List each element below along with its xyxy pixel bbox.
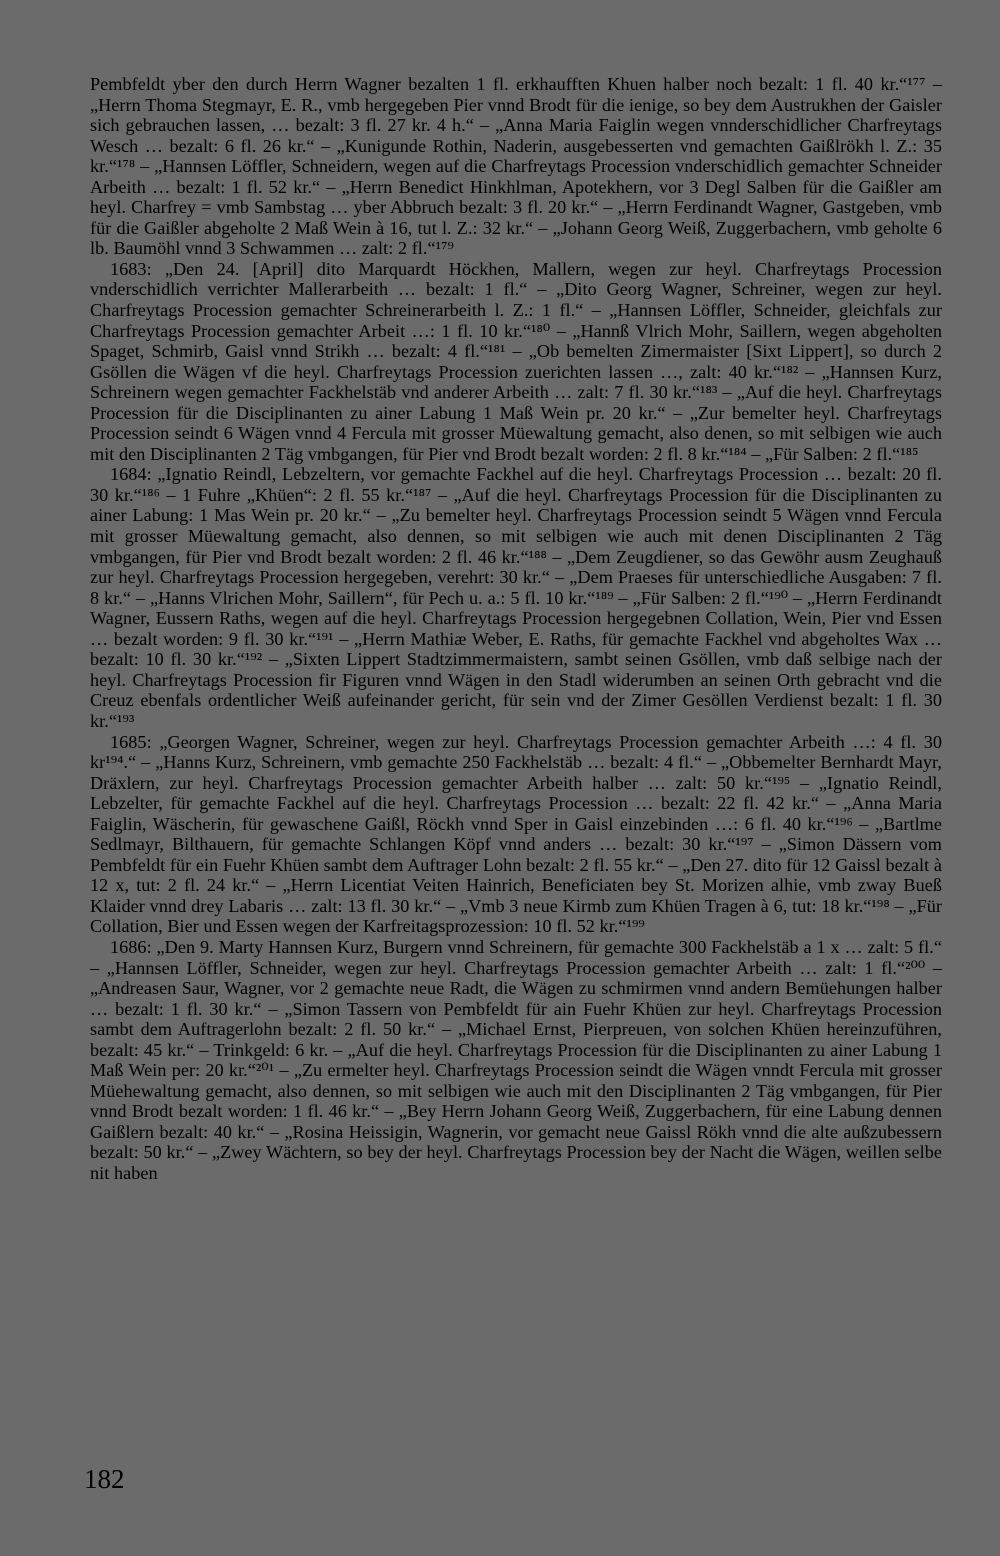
page-number: 182 [84, 1464, 125, 1494]
paragraph-1685: 1685: „Georgen Wagner, Schreiner, wegen zur heyl. Charfreytags Procession gemachter Arbeith …: 4 fl. 30 kr¹⁹⁴.“ – „Hanns Kurz, Schreinern, vmb gemachte 250 Fackhelstäb … bezalt: 4 fl.“ – „Obbemelter Bernhardt Mayr, Dräxlern, zur heyl. Charfreytags Procession gemachter Arbeith halber … zalt: 50 kr.“¹⁹⁵ – „Ignatio Reindl, Lebzelter, für gemachte Fackhel auf die heyl. Charfreytags Procession … bezalt: 22 fl. 42 kr.“ – „Anna Maria Faiglin, Wäscherin, für gewaschene Gaißl, Röckh vnnd Sper in Gaisl einzebinden …: 6 fl. 40 kr.“¹⁹⁶ – „Bartlme Sedlmayr, Bilthauern, für gemachte Schlangen Köpf vnnd anders … bezalt: 30 kr.“¹⁹⁷ – „Simon Dässern vom Pembfeldt für ein Fuehr Khüen sambt dem Auftrager Lohn bezalt: 2 fl. 55 kr.“ – „Den 27. dito für 12 Gaissl bezalt à 12 x, tut: 2 fl. 24 kr.“ – „Herrn Licentiat Veiten Hainrich, Beneficiaten bey St. Morizen alhie, vmb zway Bueß Klaider vnnd drey Labaris … zalt: 13 fl. 30 kr.“ – „Vmb 3 neue Kirmb zum Khüen Tragen à 6, tut: 18 kr.“¹⁹⁸ – „Für Collation, Bier und Essen wegen der Karfreitagsprozession: 10 fl. 52 kr.“¹⁹⁹ [90, 731, 942, 937]
document-body [90, 74, 942, 1184]
paragraph-continuation: Pembfeldt yber den durch Herrn Wagner bezalten 1 fl. erkhaufften Khuen halber noch bezalt: 1 fl. 40 kr.“¹⁷⁷ – „Herrn Thoma Stegmayr, E. R., vmb hergegeben Pier vnnd Brodt für die ienige, so bey dem Austrukhen der Gaisler sich gebrauchen lassen, … bezalt: 3 fl. 27 kr. 4 h.“ – „Anna Maria Faiglin wegen vnnderschidlicher Charfreytags Wesch … bezalt: 6 fl. 26 kr.“ – „Kunigunde Rothin, Naderin, ausgebesserten vnd gemachten Gaißlrökh l. Z.: 35 kr.“¹⁷⁸ – „Hannsen Löffler, Schneidern, wegen auf die Charfreytags Procession vnderschidlich gemachter Schneider Arbeith … bezalt: 1 fl. 52 kr.“ – „Herrn Benedict Hinkhlman, Apotekhern, vor 3 Degl Salben für die Gaißler am heyl. Charfrey = vmb Sambstag … yber Abbruch bezalt: 3 fl. 20 kr.“ – „Herrn Ferdinandt Wagner, Gastgeben, vmb für die Gaißler abgeholte 2 Maß Wein à 16, tut l. Z.: 32 kr.“ – „Johann Georg Weiß, Zuggerbachern, vmb geholte 6 lb. Baumöhl vnnd 3 Schwammen … zalt: 2 fl.“¹⁷⁹ [90, 74, 942, 259]
paragraph-1684: 1684: „Ignatio Reindl, Lebzeltern, vor gemachte Fackhel auf die heyl. Charfreytags Procession … bezalt: 20 fl. 30 kr.“¹⁸⁶ – 1 Fuhre „Khüen“: 2 fl. 55 kr.“¹⁸⁷ – „Auf die heyl. Charfreytags Procession für die Disciplinanten zu ainer Labung: 1 Mas Wein pr. 20 kr.“ – „Zu bemelter heyl. Charfreytags Procession seindt 5 Wägen vnnd Fercula mit grosser Müewaltung gemacht, also dennen, so mit selbigen wie auch mit denen Disciplinanten 2 Täg vmbgangen, für Pier vnd Brodt bezalt worden: 2 fl. 46 kr.“¹⁸⁸ – „Dem Zeugdiener, so das Gewöhr ausm Zeughauß zur heyl. Charfreytags Procession hergegeben, verehrt: 30 kr.“ – „Dem Praeses für unterschiedliche Ausgaben: 7 fl. 8 kr.“ – „Hanns Vlrichen Mohr, Saillern“, für Pech u. a.: 5 fl. 10 kr.“¹⁸⁹ – „Für Salben: 2 fl.“¹⁹⁰ – „Herrn Ferdinandt Wagner, Eussern Raths, wegen auf die heyl. Charfreytags Procession hergegebnen Collation, Wein, Pier vnd Essen … bezalt worden: 9 fl. 30 kr.“¹⁹¹ – „Herrn Mathiæ Weber, E. Raths, für gemachte Fackhel vnd abgeholtes Wax … bezalt: 10 fl. 30 kr.“¹⁹² – „Sixten Lippert Stadtzimmermaistern, sambt seinen Gsöllen, vmb daß selbige nach der heyl. Charfreytags Procession fir Figuren vnnd Wägen in den Stadl widerumben an seinen Orth gebracht vnd die Creuz ebenfals ordentlicher Weiß aufeinander gericht, für sein vnd der Zimer Gesöllen Verdienst bezalt: 1 fl. 30 kr.“¹⁹³ [90, 464, 942, 731]
paragraph-1683: 1683: „Den 24. [April] dito Marquardt Höckhen, Mallern, wegen zur heyl. Charfreytags Procession vnderschidlich verrichter Mallerarbeith … bezalt: 1 fl.“ – „Dito Georg Wagner, Schreiner, wegen zur heyl. Charfreytags Procession gemachter Schreinerarbeith l. Z.: 1 fl.“ – „Hannsen Löffler, Schneider, gleichfals zur Charfreytags Procession gemachter Arbeit …: 1 fl. 10 kr.“¹⁸⁰ – „Hannß Vlrich Mohr, Saillern, wegen abgeholten Spaget, Schmirb, Gaisl vnnd Strikh … bezalt: 4 fl.“¹⁸¹ – „Ob bemelten Zimermaister [Sixt Lippert], so durch 2 Gsöllen die Wägen vf die heyl. Charfreytags Procession zuerichten lassen …, zalt: 40 kr.“¹⁸² – „Hannsen Kurz, Schreinern wegen gemachter Fackhelstäb vnd anderer Arbeith … zalt: 7 fl. 30 kr.“¹⁸³ – „Auf die heyl. Charfreytags Procession für die Disciplinanten zu ainer Labung 1 Maß Wein pr. 20 kr.“ – „Zur bemelter heyl. Charfreytags Procession seindt 6 Wägen vnnd 4 Fercula mit grosser Müewaltung gemacht, also denen, so mit selbigen wie auch mit den Disciplinanten 2 Täg vmbgangen, für Pier vnd Brodt bezalt worden: 2 fl. 8 kr.“¹⁸⁴ – „Für Salben: 2 fl.“¹⁸⁵ [90, 258, 942, 464]
paragraph-1686: 1686: „Den 9. Marty Hannsen Kurz, Burgern vnnd Schreinern, für gemachte 300 Fackhelstäb a 1 x … zalt: 5 fl.“ – „Hannsen Löffler, Schneider, wegen zur heyl. Charfreytags Procession gemachter Arbeith … zalt: 1 fl.“²⁰⁰ – „Andreasen Saur, Wagner, vor 2 gemachte neue Radt, die Wägen zu schmirmen vnnd andern Bemüehungen halber … bezalt: 1 fl. 30 kr.“ – „Simon Tassern von Pembfeldt für ain Fuehr Khüen zur heyl. Charfreytags Procession sambt dem Auftragerlohn bezalt: 2 fl. 50 kr.“ – „Michael Ernst, Pierpreuen, von solchen Khüen hereinzuführen, bezalt: 45 kr.“ – Trinkgeld: 6 kr. – „Auf die heyl. Charfreytags Procession für die Disciplinanten zu ainer Labung 1 Maß Wein per: 20 kr.“²⁰¹ – „Zu ermelter heyl. Charfreytags Procession seindt die Wägen vnndt Fercula mit grosser Müehewaltung gemacht, also dennen, so mit selbigen wie auch mit den Disciplinanten 2 Täg vmbgangen, für Pier vnnd Brodt bezalt worden: 1 fl. 46 kr.“ – „Bey Herrn Johann Georg Weiß, Zuggerbachern, für eine Labung dennen Gaißlern bezalt: 40 kr.“ – „Rosina Heissigin, Wagnerin, vor gemacht neue Gaissl Rökh vnnd die alte außzubessern bezalt: 50 kr.“ – „Zwey Wächtern, so bey der heyl. Charfreytags Procession bey der Nacht die Wägen, weillen selbe nit haben [90, 936, 942, 1183]
